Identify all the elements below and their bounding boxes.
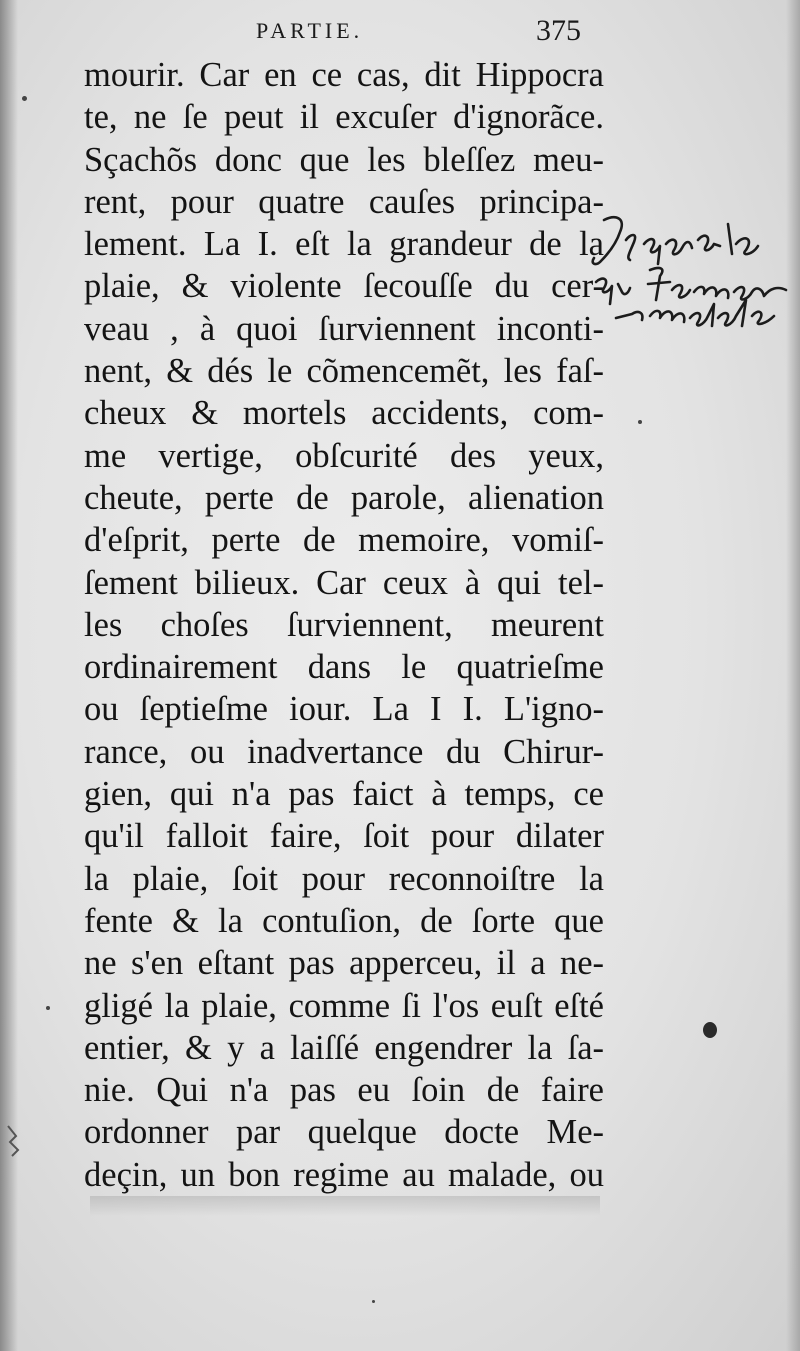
ink-speck [372,1300,375,1303]
running-head-title: PARTIE. [256,18,364,43]
text-line: nie. Qui n'a pas eu ſoin de faire [84,1071,604,1110]
text-line: la plaie, ſoit pour reconnoiſtre la [84,859,604,898]
text-line: nent, & dés le cõmencemẽt, les faſ- [84,352,604,391]
ink-speck [638,420,642,424]
body-text [84,54,604,1196]
text-line: te, ne ſe peut il excuſer d'ignorãce. [84,98,604,137]
text-line: d'eſprit, perte de memoire, vomiſ- [84,521,604,560]
running-head [0,14,800,54]
text-line: cheute, perte de parole, alienation [84,478,604,517]
text-line: gligé la plaie, comme ſi l'os euſt eſté [84,986,604,1025]
text-line: rent, pour quatre cauſes principa- [84,182,604,221]
page-mark [4,1120,26,1160]
text-line: qu'il falloit faire, ſoit pour dilater [84,817,604,856]
text-line: gien, qui n'a pas faict à temps, ce [84,775,604,814]
page-edge-shadow [786,0,800,1351]
text-line: mourir. Car en ce cas, dit Hippocra [84,56,604,94]
text-line: ordonner par quelque docte Me- [84,1113,604,1152]
handwritten-marginal-note [586,210,796,340]
page-number: 375 [536,14,581,47]
text-line: deçin, un bon regime au malade, ou [84,1155,604,1194]
text-line: lement. La I. eſt la grandeur de la [84,225,604,264]
text-line: me vertige, obſcurité des yeux, [84,436,604,475]
text-line: Sçachõs donc que les bleſſez meu- [84,140,604,179]
ink-blot [703,1022,717,1038]
text-line: cheux & mortels accidents, com- [84,394,604,433]
text-line: ordinairement dans le quatrieſme [84,648,604,687]
text-line: rance, ou inadvertance du Chirur- [84,732,604,771]
text-line: plaie, & violente ſecouſſe du cer- [84,267,604,306]
text-line: les choſes ſurviennent, meurent [84,605,604,644]
text-line: ou ſeptieſme iour. La I I. L'igno- [84,690,604,729]
text-line: ne s'en eſtant pas apperceu, il a ne- [84,944,604,983]
show-through-text [90,1196,600,1216]
ink-speck [22,96,27,101]
text-line: fente & la contuſion, de ſorte que [84,901,604,940]
text-line: veau , à quoi ſurviennent inconti- [84,309,604,348]
ink-speck [46,1006,50,1010]
text-line: entier, & y a laiſſé engendrer la ſa- [84,1028,604,1067]
text-line: ſement bilieux. Car ceux à qui tel- [84,563,604,602]
